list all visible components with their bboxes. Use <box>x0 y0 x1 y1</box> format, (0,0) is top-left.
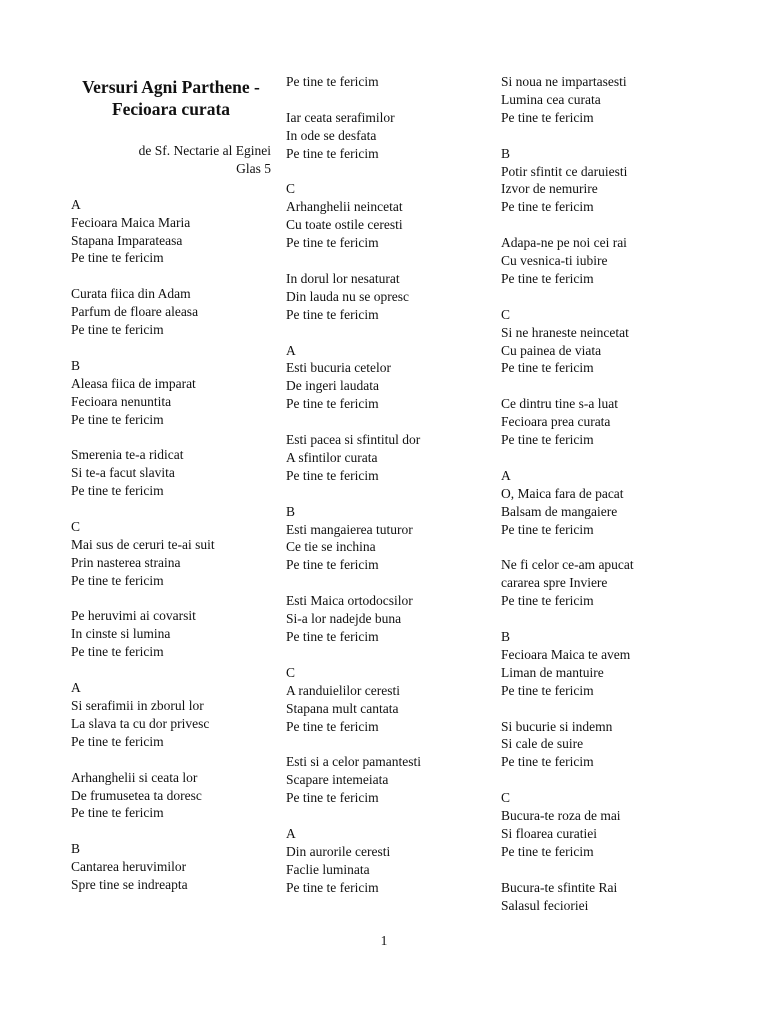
document-title <box>71 76 271 120</box>
verse-line: C <box>501 306 511 322</box>
verse-line: Balsam de mangaiere <box>501 503 618 519</box>
column-2-verses <box>286 73 486 897</box>
verse-line: Pe tine te fericim <box>501 199 594 215</box>
stanza <box>286 109 486 163</box>
stanza <box>71 840 271 894</box>
verse-line: Pe heruvimi ai covarsit <box>71 608 196 624</box>
stanza <box>501 73 701 127</box>
verse-line: Ne fi celor ce-am apucat <box>501 557 634 573</box>
verse-line: Ce dintru tine s-a luat <box>501 396 618 412</box>
verse-line: Esti pacea si sfintitul dor <box>286 432 421 448</box>
verse-line: Si floarea curatiei <box>501 825 597 841</box>
verse-line: Prin nasterea straina <box>71 554 181 570</box>
verse-line: B <box>286 503 296 519</box>
verse-line: Pe tine te fericim <box>286 718 379 734</box>
verse-line: Si serafimii in zborul lor <box>71 697 204 713</box>
verse-line: Pe tine te fericim <box>286 557 379 573</box>
verse-line: Bucura-te roza de mai <box>501 808 621 824</box>
stanza <box>501 467 701 539</box>
verse-line: C <box>501 790 511 806</box>
verse-line: Cu toate ostile ceresti <box>286 217 403 233</box>
verse-line: Iar ceata serafimilor <box>286 109 395 125</box>
verse-line: Curata fiica din Adam <box>71 286 191 302</box>
verse-line: Pe tine te fericim <box>71 733 164 749</box>
verse-line: Fecioara Maica Maria <box>71 214 191 230</box>
verse-line: Pe tine te fericim <box>501 521 594 537</box>
verse-line: La slava ta cu dor privesc <box>71 715 210 731</box>
stanza <box>501 879 701 915</box>
author-block <box>71 142 271 178</box>
verse-line: Fecioara Maica te avem <box>501 646 631 662</box>
verse-line: In ode se desfata <box>286 127 377 143</box>
title-line-2: Fecioara curata <box>111 99 231 119</box>
stanza <box>501 145 701 217</box>
verse-line: Aleasa fiica de imparat <box>71 375 196 391</box>
verse-line: cararea spre Inviere <box>501 575 608 591</box>
stanza <box>501 306 701 378</box>
verse-line: Parfum de floare aleasa <box>71 304 199 320</box>
verse-line: Pe tine te fericim <box>286 628 379 644</box>
verse-line: In cinste si lumina <box>71 626 171 642</box>
stanza <box>501 556 701 610</box>
verse-line: O, Maica fara de pacat <box>501 485 624 501</box>
stanza <box>286 342 486 414</box>
tone-line: Glas 5 <box>236 160 271 176</box>
verse-line: Scapare intemeiata <box>286 772 389 788</box>
stanza <box>286 664 486 736</box>
verse-line: B <box>71 357 81 373</box>
verse-line: Pe tine te fericim <box>286 74 379 89</box>
verse-line: A sfintilor curata <box>286 449 378 465</box>
verse-line: Pe tine te fericim <box>71 250 164 266</box>
page-number: 1 <box>380 933 388 948</box>
verse-line: Pe tine te fericim <box>286 396 379 412</box>
verse-line: Stapana mult cantata <box>286 700 399 716</box>
verse-line: Pe tine te fericim <box>501 593 594 609</box>
verse-line: Pe tine te fericim <box>71 483 164 499</box>
verse-line: De ingeri laudata <box>286 378 379 394</box>
verse-line: B <box>501 145 511 161</box>
verse-line: Pe tine te fericim <box>286 790 379 806</box>
verse-line: Pe tine te fericim <box>501 270 594 286</box>
verse-line: A randuielilor ceresti <box>286 682 400 698</box>
title-line-1: Versuri Agni Parthene - <box>82 77 260 97</box>
stanza <box>286 431 486 485</box>
verse-line: Din lauda nu se opresc <box>286 288 409 304</box>
verse-line: Lumina cea curata <box>501 91 601 107</box>
stanza <box>286 592 486 646</box>
verse-line: Fecioara nenuntita <box>71 393 172 409</box>
verse-line: Pe tine te fericim <box>501 682 594 698</box>
verse-line: A <box>501 467 511 483</box>
column-1-verses <box>71 196 271 894</box>
verse-line: Adapa-ne pe noi cei rai <box>501 235 627 251</box>
verse-line: Esti mangaierea tuturor <box>286 521 413 537</box>
verse-line: Esti si a celor pamantesti <box>286 754 421 770</box>
stanza <box>286 825 486 897</box>
verse-line: Pe tine te fericim <box>286 879 379 895</box>
stanza <box>501 789 701 861</box>
verse-line: Bucura-te sfintite Rai <box>501 879 618 895</box>
stanza <box>71 446 271 500</box>
stanza <box>501 718 701 772</box>
verse-line: C <box>71 518 81 534</box>
verse-line: Esti bucuria cetelor <box>286 360 391 376</box>
verse-line: Liman de mantuire <box>501 664 604 680</box>
verse-line: A <box>71 680 81 696</box>
stanza <box>501 395 701 449</box>
stanza <box>286 270 486 324</box>
verse-line: Arhanghelii si ceata lor <box>71 769 198 785</box>
verse-line: C <box>286 181 296 197</box>
verse-line: Ce tie se inchina <box>286 539 376 555</box>
verse-line: Pe tine te fericim <box>286 467 379 483</box>
column-3 <box>501 73 701 914</box>
verse-line: Pe tine te fericim <box>501 109 594 125</box>
verse-line: Smerenia te-a ridicat <box>71 447 184 463</box>
verse-line: B <box>501 628 511 644</box>
verse-line: Fecioara prea curata <box>501 414 611 430</box>
verse-line: Izvor de nemurire <box>501 181 598 197</box>
author-line: de Sf. Nectarie al Eginei <box>138 143 271 158</box>
verse-line: A <box>71 196 81 212</box>
verse-line: Si cale de suire <box>501 736 584 752</box>
verse-line: Mai sus de ceruri te-ai suit <box>71 536 215 552</box>
verse-line: Si noua ne impartasesti <box>501 74 627 89</box>
verse-line: A <box>286 342 296 358</box>
stanza <box>71 769 271 823</box>
verse-line: Cu painea de viata <box>501 342 602 358</box>
column-2 <box>286 73 486 897</box>
verse-line: Pe tine te fericim <box>71 322 164 338</box>
verse-line: De frumusetea ta doresc <box>71 787 202 803</box>
verse-line: Pe tine te fericim <box>501 432 594 448</box>
verse-line: Pe tine te fericim <box>71 411 164 427</box>
verse-line: Pe tine te fericim <box>286 235 379 251</box>
stanza <box>501 234 701 288</box>
stanza <box>286 503 486 575</box>
column-3-verses <box>501 73 701 914</box>
verse-line: Spre tine se indreapta <box>71 877 188 893</box>
verse-line: C <box>286 664 296 680</box>
verse-line: Cantarea heruvimilor <box>71 859 187 875</box>
verse-line: Pe tine te fericim <box>501 754 594 770</box>
verse-line: Pe tine te fericim <box>71 805 164 821</box>
verse-line: Si-a lor nadejde buna <box>286 611 402 627</box>
stanza <box>71 518 271 590</box>
verse-line: Pe tine te fericim <box>501 843 594 859</box>
stanza <box>286 753 486 807</box>
stanza <box>71 679 271 751</box>
stanza <box>501 628 701 700</box>
verse-line: Din aurorile ceresti <box>286 843 391 859</box>
verse-line: Pe tine te fericim <box>501 360 594 376</box>
verse-line: Pe tine te fericim <box>286 145 379 161</box>
verse-line: Esti Maica ortodocsilor <box>286 593 413 609</box>
verse-line: Stapana Imparateasa <box>71 232 183 248</box>
verse-line: Potir sfintit ce daruiesti <box>501 163 628 179</box>
verse-line: Si ne hraneste neincetat <box>501 324 629 340</box>
verse-line: Pe tine te fericim <box>71 572 164 588</box>
stanza <box>71 196 271 268</box>
verse-line: In dorul lor nesaturat <box>286 270 400 286</box>
stanza <box>286 73 486 91</box>
verse-line: Arhanghelii neincetat <box>286 199 403 215</box>
column-1 <box>71 72 271 894</box>
verse-line: Faclie luminata <box>286 861 370 877</box>
stanza <box>286 180 486 252</box>
stanza <box>71 285 271 339</box>
stanza <box>71 357 271 429</box>
verse-line: Pe tine te fericim <box>71 644 164 660</box>
verse-line: Salasul fecioriei <box>501 897 589 913</box>
verse-line: Si bucurie si indemn <box>501 718 613 734</box>
verse-line: A <box>286 825 296 841</box>
verse-line: Si te-a facut slavita <box>71 465 175 481</box>
verse-line: Cu vesnica-ti iubire <box>501 253 608 269</box>
verse-line: Pe tine te fericim <box>286 306 379 322</box>
stanza <box>71 607 271 661</box>
verse-line: B <box>71 841 81 857</box>
